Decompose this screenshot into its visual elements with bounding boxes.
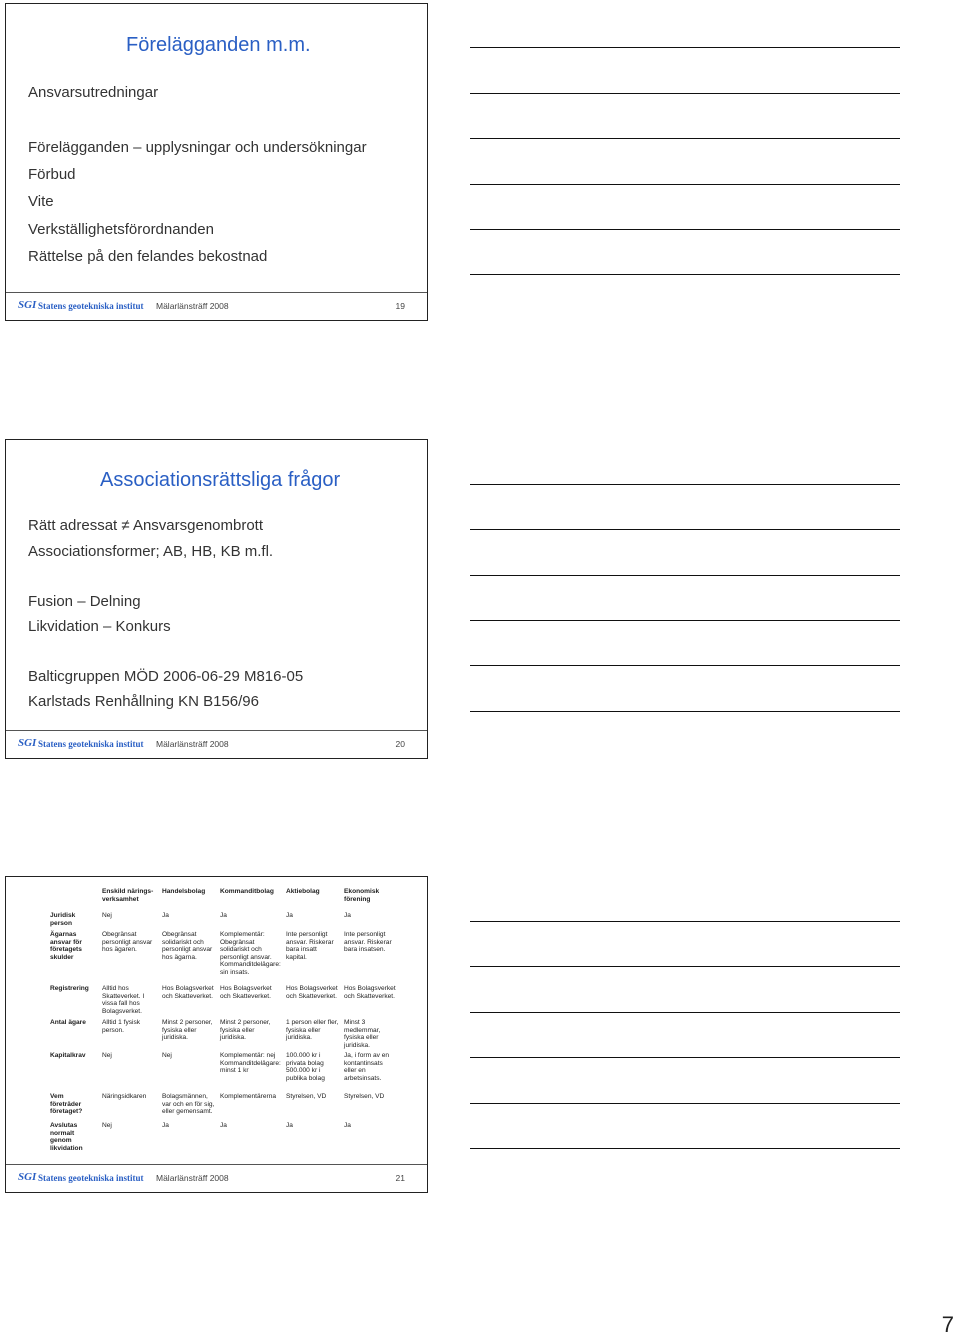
column-header: Kommanditbolag <box>220 888 274 895</box>
table-cell: Komplementärerna <box>220 1093 277 1100</box>
row-label: Ägarnas ansvar för företagets skulder <box>50 931 82 961</box>
slide-20 <box>5 439 428 759</box>
table-cell: Komplementär: Obegränsat solidariskt och personligt ansvar. Kommanditdelägare: sin insats. <box>220 931 281 976</box>
table-cell: Bolagsmännen, var och en för sig, eller gemensamt. <box>162 1093 215 1116</box>
slide-19 <box>5 3 428 321</box>
row-label: Vem företräder företaget? <box>50 1093 83 1116</box>
table-cell: Ja <box>220 1122 227 1129</box>
slide-footer <box>6 1164 427 1192</box>
slide-line: Associationsformer; AB, HB, KB m.fl. <box>28 543 274 560</box>
table-cell: Ja <box>162 1122 169 1129</box>
table-cell: Styrelsen, VD <box>344 1093 385 1100</box>
table-cell: Nej <box>102 912 112 919</box>
note-line <box>470 711 900 712</box>
slide-line: Ansvarsutredningar <box>28 84 159 101</box>
column-header: Handelsbolag <box>162 888 206 895</box>
table-cell: Komplementär: nej Kommanditdelägare: minst 1 kr <box>220 1052 281 1075</box>
slide-footer <box>6 292 427 320</box>
note-line <box>470 229 900 230</box>
column-header: Ekonomisk förening <box>344 888 380 903</box>
slide-line: Verkställighetsförordnanden <box>28 221 214 238</box>
table-cell: Hos Bolagsverket och Skatteverket. <box>344 985 396 1000</box>
note-line <box>470 484 900 485</box>
note-line <box>470 47 900 48</box>
column-header: Aktiebolag <box>286 888 320 895</box>
table-cell: Nej <box>162 1052 172 1059</box>
table-cell: Obegränsat personligt ansvar hos ägaren. <box>102 931 153 954</box>
slide-title: Förelägganden m.m. <box>126 34 311 56</box>
slide-line: Balticgruppen MÖD 2006-06-29 M816-05 <box>28 668 304 685</box>
column-header: Enskild närings- verksamhet <box>102 888 154 903</box>
row-label: Kapitalkrav <box>50 1052 86 1059</box>
footer-event: Mälarlänsträff 2008 <box>156 739 229 749</box>
table-cell: Inte personligt ansvar. Riskerar bara insatsen. <box>344 931 392 954</box>
sgi-logo-icon: SGI <box>18 737 37 749</box>
table-cell: 100.000 kr i privata bolag 500.000 kr i publika bolag <box>286 1052 325 1082</box>
page-number: 7 <box>941 1312 954 1337</box>
slide-line: Likvidation – Konkurs <box>28 618 171 635</box>
footer-event: Mälarlänsträff 2008 <box>156 301 229 311</box>
row-label: Juridisk person <box>50 912 76 927</box>
note-line <box>470 665 900 666</box>
note-line <box>470 529 900 530</box>
slide-line: Förbud <box>28 166 76 183</box>
table-cell: Ja, i form av en kontantinsats eller en arbetsinsats. <box>344 1052 390 1082</box>
note-line <box>470 274 900 275</box>
row-label: Antal ägare <box>50 1019 86 1026</box>
slide-line: Fusion – Delning <box>28 593 141 610</box>
row-label: Registrering <box>50 985 89 992</box>
slide-21 <box>5 876 428 1193</box>
note-line <box>470 1103 900 1104</box>
slide-number: 19 <box>395 301 405 311</box>
table-cell: Näringsidkaren <box>102 1093 147 1100</box>
note-line <box>470 93 900 94</box>
note-line <box>470 184 900 185</box>
footer-org: Statens geotekniska institut <box>38 1173 144 1183</box>
table-cell: Minst 3 medlemmar, fysiska eller juridiska. <box>344 1019 381 1049</box>
sgi-logo-icon: SGI <box>18 299 37 311</box>
table-cell: Ja <box>162 912 169 919</box>
slide-line: Vite <box>28 193 54 210</box>
slide-line: Rättelse på den felandes bekostnad <box>28 248 268 265</box>
sgi-logo-icon: SGI <box>18 1171 37 1183</box>
slide-title: Associationsrättsliga frågor <box>100 469 341 491</box>
row-label: Avslutas normalt genom likvidation <box>50 1122 83 1152</box>
slide-line: Rätt adressat ≠ Ansvarsgenombrott <box>28 517 264 534</box>
note-line <box>470 966 900 967</box>
note-line <box>470 1057 900 1058</box>
table-cell: Inte personligt ansvar. Riskerar bara insatt kapital. <box>286 931 334 961</box>
table-cell: Hos Bolagsverket och Skatteverket. <box>286 985 338 1000</box>
footer-org: Statens geotekniska institut <box>38 301 144 311</box>
table-cell: Minst 2 personer, fysiska eller juridiska. <box>162 1019 213 1042</box>
table-cell: Alltid hos Skatteverket. I vissa fall hos Bolagsverket. <box>102 985 145 1015</box>
table-cell: Obegränsat solidariskt och personligt ansvar hos ägarna. <box>162 931 213 961</box>
note-line <box>470 1148 900 1149</box>
note-line <box>470 1012 900 1013</box>
note-line <box>470 921 900 922</box>
table-cell: Hos Bolagsverket och Skatteverket. <box>220 985 272 1000</box>
table-cell: Styrelsen, VD <box>286 1093 327 1100</box>
slide-number: 21 <box>395 1173 405 1183</box>
note-line <box>470 620 900 621</box>
table-cell: Ja <box>286 1122 293 1129</box>
footer-org: Statens geotekniska institut <box>38 739 144 749</box>
table-cell: 1 person eller fler, fysiska eller juridiska. <box>286 1019 339 1042</box>
note-line <box>470 575 900 576</box>
table-cell: Ja <box>286 912 293 919</box>
note-line <box>470 138 900 139</box>
slide-number: 20 <box>395 739 405 749</box>
table-cell: Alltid 1 fysisk person. <box>102 1019 141 1034</box>
table-cell: Hos Bolagsverket och Skatteverket. <box>162 985 214 1000</box>
table-cell: Ja <box>344 912 351 919</box>
table-cell: Nej <box>102 1052 112 1059</box>
slide-line: Karlstads Renhållning KN B156/96 <box>28 693 259 710</box>
table-cell: Ja <box>220 912 227 919</box>
slide-footer <box>6 730 427 758</box>
table-cell: Ja <box>344 1122 351 1129</box>
table-cell: Minst 2 personer, fysiska eller juridiska. <box>220 1019 271 1042</box>
slide-line: Förelägganden – upplysningar och undersökningar <box>28 139 367 156</box>
table-cell: Nej <box>102 1122 112 1129</box>
footer-event: Mälarlänsträff 2008 <box>156 1173 229 1183</box>
